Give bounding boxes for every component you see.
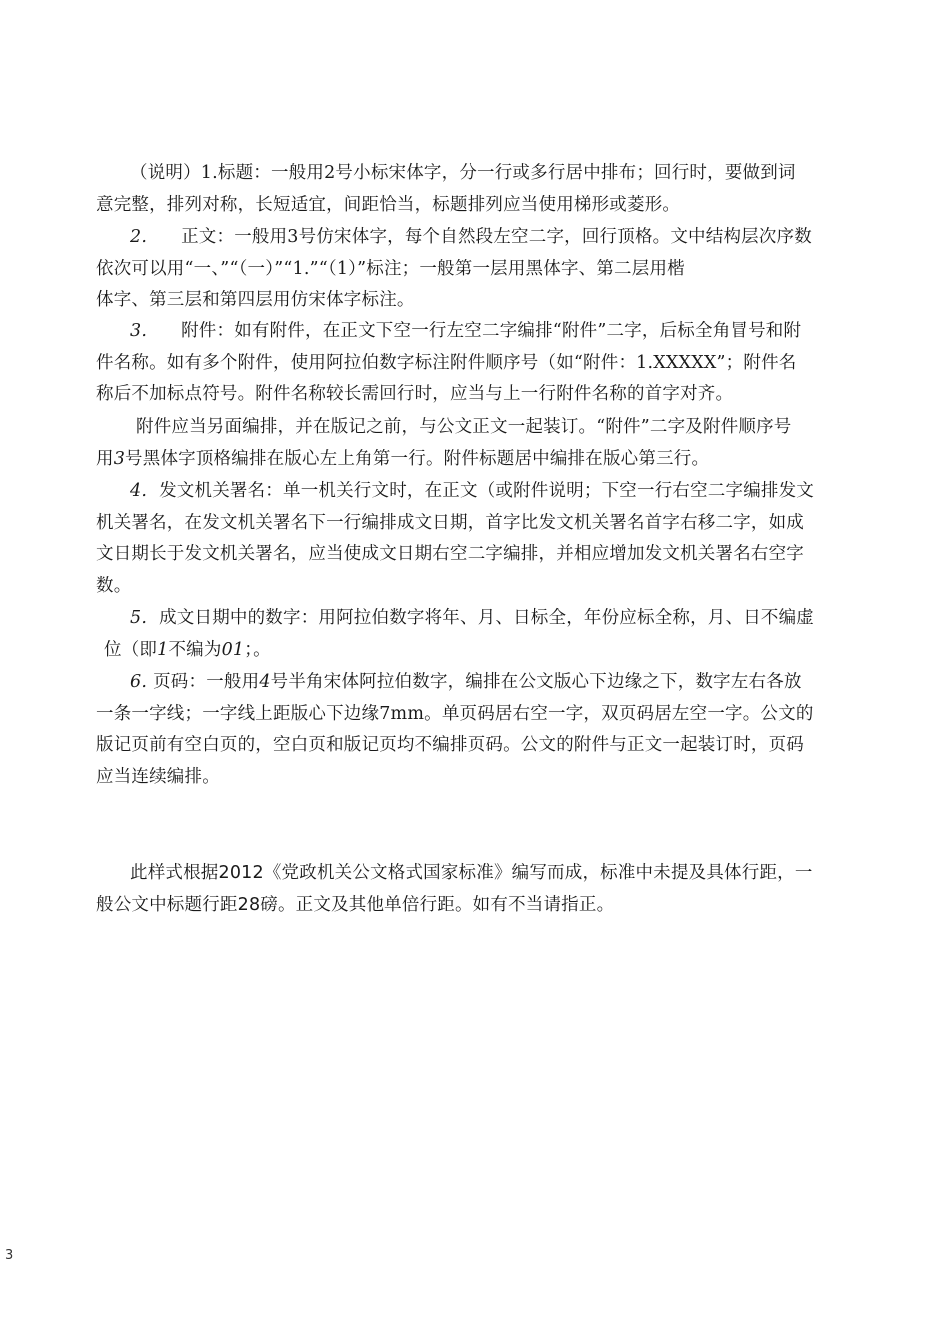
text-segment: 位（即 bbox=[104, 639, 158, 660]
text-segment: 成文日期中的数字：用阿拉伯数字将年、月、日标全，年份应标全称，月、日不编虚 bbox=[159, 608, 815, 628]
text-line: 体字、第三层和第四层用仿宋体字标注。 bbox=[96, 290, 415, 310]
text-segment: 不编为 bbox=[168, 639, 222, 660]
text-line: 应当连续编排。 bbox=[96, 766, 220, 787]
note-attachment-layout-paragraph bbox=[96, 412, 866, 475]
text-segment: ；。 bbox=[244, 639, 271, 660]
item-number: 3. bbox=[130, 321, 148, 341]
text-line bbox=[96, 858, 866, 890]
item-number: 2. bbox=[130, 227, 148, 247]
text-line: 文日期长于发文机关署名，应当使成文日期右空二字编排，并相应增加发文机关署名右空字 bbox=[96, 544, 804, 564]
item-number: 6. bbox=[130, 672, 148, 692]
text-line bbox=[96, 476, 866, 508]
note-attachment-paragraph bbox=[96, 316, 866, 411]
text-segment: 附件：如有附件，在正文下空一行左空二字编排“附件”二字，后标全角冒号和附 bbox=[181, 321, 802, 341]
note-page-number-paragraph bbox=[96, 667, 866, 793]
text-segment: 发文机关署名：单一机关行文时，在正文（或附件说明；下空一行右空二字编排发文 bbox=[159, 481, 815, 501]
number-inline: 28 bbox=[237, 894, 261, 915]
text-segment: 此样式根据 bbox=[130, 863, 219, 883]
text-line: （说明）1.标题：一般用2号小标宋体字，分一行或多行居中排布；回行时，要做到词 bbox=[130, 163, 796, 183]
text-line: 件名称。如有多个附件，使用阿拉伯数字标注附件顺序号（如“附件：1.XXXXX”；附件名 bbox=[96, 352, 797, 373]
text-line bbox=[96, 667, 866, 699]
number-inline: 3 bbox=[113, 448, 126, 469]
text-line: 数。 bbox=[96, 575, 132, 596]
text-line bbox=[96, 635, 866, 667]
text-line: 附件应当另面编排，并在版记之前，与公文正文一起装订。“附件”二字及附件顺序号 bbox=[136, 417, 792, 437]
text-segment: 用 bbox=[96, 448, 114, 469]
note-date-paragraph bbox=[96, 603, 866, 666]
text-line bbox=[96, 222, 866, 254]
text-segment: 般公文中标题行距 bbox=[96, 894, 238, 915]
text-line: 一条一字线；一字线上距版心下边缘7mm。单页码居右空一字，双页码居左空一字。公文的 bbox=[96, 703, 814, 724]
text-segment: 磅。正文及其他单倍行距。如有不当请指正。 bbox=[260, 894, 615, 915]
text-line: 称后不加标点符号。附件名称较长需回行时，应当与上一行附件名称的首字对齐。 bbox=[96, 384, 734, 404]
number-inline: 1 bbox=[157, 639, 169, 660]
text-line: 依次可以用“一、”“（一）”“1.”“（1）”标注；一般第一层用黑体字、第二层用楷 bbox=[96, 258, 685, 279]
text-line bbox=[96, 444, 866, 476]
item-number: 5. bbox=[130, 608, 148, 628]
text-line: 版记页前有空白页的，空白页和版记页均不编排页码。公文的附件与正文一起装订时，页码 bbox=[96, 735, 804, 755]
text-segment: 号半角宋体阿拉伯数字，编排在公文版心下边缘之下，数字左右各放 bbox=[270, 672, 802, 692]
text-segment: 正文：一般用3号仿宋体字，每个自然段左空二字，回行顶格。文中结构层次序数 bbox=[181, 227, 812, 247]
number-inline: 4 bbox=[259, 672, 271, 692]
text-line bbox=[96, 603, 866, 635]
text-line bbox=[96, 890, 866, 922]
text-line bbox=[96, 316, 866, 348]
note-signature-paragraph bbox=[96, 476, 866, 602]
note-body-paragraph bbox=[96, 222, 866, 317]
note-title-paragraph bbox=[96, 158, 866, 221]
year-inline: 2012 bbox=[218, 863, 264, 883]
number-inline: 01 bbox=[221, 639, 245, 660]
text-segment: 《党政机关公文格式国家标准》编写而成，标准中未提及具体行距，一 bbox=[263, 863, 813, 883]
page-number: 3 bbox=[5, 1248, 14, 1263]
text-segment: 号黑体字顶格编排在版心左上角第一行。附件标题居中编排在版心第三行。 bbox=[125, 448, 710, 469]
item-number: 4. bbox=[130, 481, 148, 501]
style-note-paragraph bbox=[96, 858, 866, 921]
text-line: 意完整，排列对称，长短适宜，间距恰当，标题排列应当使用梯形或菱形。 bbox=[96, 194, 681, 215]
text-line: 机关署名，在发文机关署名下一行编排成文日期，首字比发文机关署名首字右移二字，如成 bbox=[96, 512, 804, 533]
text-segment: 页码：一般用 bbox=[153, 672, 260, 692]
